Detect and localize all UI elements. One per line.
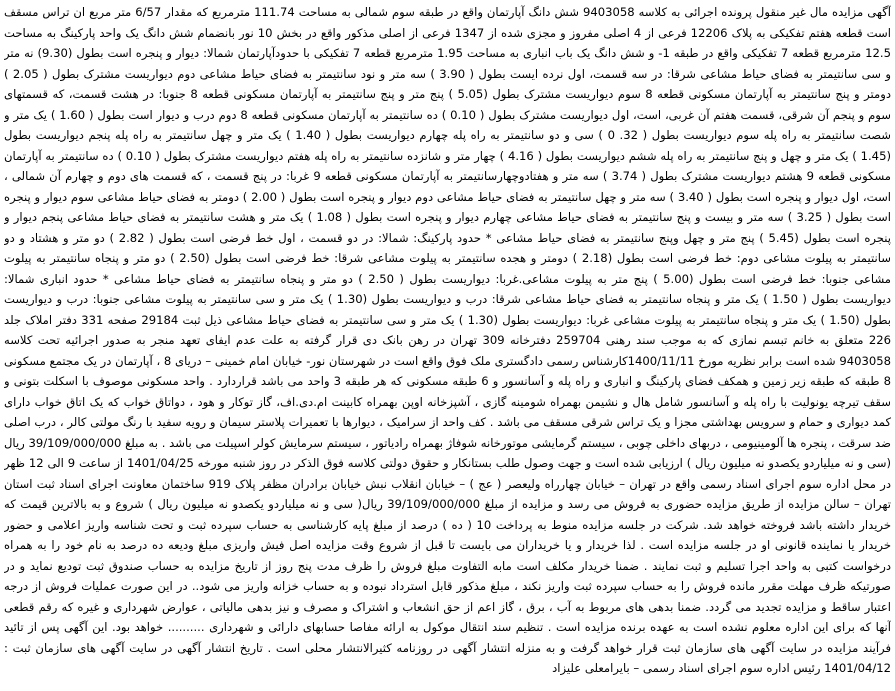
auction-notice-text: آگهی مزایده مال غیر منقول پرونده اجرائی به کلاسه 9403058 شش دانگ آپارتمان واقع در طبقه سوم شمالی به مساحت 111.74 مترمربع که مقدار 6/57 متر مربع ان تراس مسقف است قطعه هفتم تفکیکی به پلاک 12206 فرعی از 4 اصلی مفروز و مجزی شده از 1347 فرعی از اصلی مذکور واقع در بخش 10 نور بانضمام شش دانگ یک واحد پارکینگ به مساحت 12.5 مترمربع قطعه 7 تفکیکی واقع در طبقه 1- و شش دانگ یک باب انباری به مساحت 1.95 مترمربع قطعه 7 تفکیکی با حدودآپارتمان شمالا: دیوار و پنجره است بطول (9.30) نه متر و سی سانتیمتر به فضای حیاط مشاعی شرقا: در سه قسمت، اول نرده ایست بطول ( 3.90 ) سه متر و نود سانتیمتر به فضای حیاط مشاعی دوم دیواریست مشترک بطول ( 2.05 ) دومتر و پنج سانتیمتر به آپارتمان مسکونی قطعه 8 سوم دیواریست مشترک بطول (5.05 ) پنج متر و پنج سانتیمتر به آپارتمان مسکونی قطعه 8 جنوبا: در هشت قسمت، که قسمتهای سوم و پنجم آن شرقی، قسمت هفتم آن غربی، است، اول دیواریست مشترک بطول ( 0.10 ) ده سانتیمتر به آپارتمان مسکونی قطعه 8 دوم درب و دیوار است بطول ( 1.60 ) یک متر و شصت سانتیمتر به راه پله سوم دیواریست بطول ( 32. 0 ) سی و دو سانتیمتر به راه پله چهارم دیواریست بطول ( 1.40 ) یک متر و چهل سانتیمتر به راه پله پنجم دیواریست بطول (1.45 ) یک متر و چهل و پنج سانتیمتر به راه پله ششم دیواریست بطول ( 4.16 ) چهار متر و شانزده سانتیمتر به راه پله هفتم دیواریست مشترک بطول ( 0.10 ) ده سانتیمتر به آپارتمان مسکونی قطعه 9 هشتم دیواریست مشترک بطول ( 3.74 ) سه متر و هفتادوچهارسانتیمتر به آپارتمان مسکونی قطعه 9 غربا: در پنج قسمت ، که قسمت های دوم و چهارم آن شمالی ، است، اول دیوار و پنجره است بطول ( 3.40 ) سه متر و چهل سانتیمتر به فضای حیاط مشاعی دوم دیوار و پنجره است بطول ( 2.00 ) دومتر به فضای حیاط مشاعی سوم دیوار و پنجره است بطول ( 3.25 ) سه متر و بیست و پنج سانتیمتر به فضای حیاط مشاعی چهارم دیوار و پنجره است بطول ( 1.08 ) یک متر و هشت سانتیمتر به فضای حیاط مشاعی پنجم دیوار و پنجره است بطول (5.45 ) پنج متر و چهل وپنج سانتیمتر به فضای حیاط مشاعی * حدود پارکینگ: شمالا: در دو قسمت ، اول خط فرضی است بطول ( 2.82 ) دو متر و هشتاد و دو سانتیمتر به پیلوت مشاعی دوم: خط فرضی است بطول (2.18 ) دومتر و هجده سانتیمتر به پیلوت مشاعی شرقا: خط فرضی است بطول (2.50 ) دو متر و پنجاه سانتیمتر به پیلوت مشاعی جنوبا: خط فرضی است بطول (5.00 ) پنج متر به پیلوت مشاعی.غربا: دیواریست بطول ( 2.50 ) دو متر و پنجاه سانتیمتر به فضای حیاط مشاعی * حدود انباری شمالا: دیواریست بطول ( 1.50 ) یک متر و پنجاه سانتیمتر به فضای حیاط مشاعی شرقا: درب و دیواریست بطول (1.30 ) یک متر و سی سانتیمتر به پیلوت مشاعی جنوبا: درب و دیواریست بطول (1.50 ) یک متر و پنجاه سانتیمتر به پیلوت مشاعی غربا: دیواریست بطول (1.30 ) یک متر و سی سانتیمتر به فضای حیاط مشاعی ذیل ثبت 29184 صفحه 331 دفتر املاک جلد 226 متعلق به خانم تبسم نمازی که به موجب سند رهنی 259704 دفترخانه 309 تهران در رهن بانک دی قرار گرفته به علت عدم ایفای تعهد منجر به صدور اجرائیه تحت کلاسه 9403058 شده است برابر نظریه مورخ 1400/11/11کارشناس رسمی دادگستری ملک فوق واقع است در شهرستان نور- خیابان امام خمینی – دریای 8 ، آپارتمان در یک مجتمع مسکونی 8 طبقه که طبقه زیر زمین و همکف فضای پارکینگ و انباری و راه پله و آسانسور و 6 طبقه مسکونی که هر طبقه 3 واحد می باشد قراردارد . واحد مسکونی موصوف با اسکلت بتونی و سقف تیرچه یونولیت با راه پله و آسانسور شامل هال و نشیمن بهمراه شومینه گازی ، آشپزخانه اوپن بهمراه کابینت ام.دی.اف، گاز توکار و هود ، دواتاق خواب که یک اتاق خواب دارای کمد دیواری و حمام و سرویس بهداشتی مجزا و یک تراس شرقی مسقف می باشد . کف واحد از سرامیک ، دیوارها با تعمیرات پلاستر سیمان و رویه سفید با رنگ مولتی کالر ، درب اصلی ضد سرقت ، پنجره ها آلومینیومی ، دربهای داخلی چوبی ، سیستم گرمایشی موتورخانه شوفاژ بهمراه رادیاتور ، سیستم سرمایش کولر اسپیلت می باشد . به مبلغ 39/109/000/000 ریال (سی و نه میلیاردو یکصدو نه میلیون ریال ) ارزیابی شده است و جهت وصول طلب بستانکار و حقوق دولتی کلاسه فوق الذکر در روز شنبه مورخه 1401/04/25 از ساعت 9 الی 12 ظهر در محل اداره سوم اجرای اسناد رسمی واقع در تهران – خیابان چهارراه ولیعصر ( عج ) – خیابان انقلاب نبش خیابان برادران مظفر پلاک 919 ساختمان معاونت اجرای اسناد ثبت استان تهران – سالن مزایده از طریق مزایده حضوری به فروش می رسد و مزایده از مبلغ 39/109/000/000 ریال( سی و نه میلیاردو یکصدو نه میلیون ریال ) شروع و به بالاترین قیمت که خریدار داشته باشد فروخته خواهد شد. شرکت در جلسه مزایده منوط به پرداخت 10 ( ده ) درصد از مبلغ پایه کارشناسی به حساب سپرده ثبت و تحت شناسه واریز اعلامی و حضور خریدار یا نماینده قانونی او در جلسه مزایده است . لذا خریدار و یا خریداران می بایست تا قبل از شروع وقت مزایده اصل فیش واریزی مبلغ ودیعه ده درصد به نام خود را به همراه درخواست کتبی به واحد اجرا تسلیم و ثبت نمایند . ضمنا خریدار مکلف است مابه التفاوت مبلغ فروش را ظرف مدت پنج روز از تاریخ مزایده به حساب صندوق ثبت تودیع نماید و در صورتیکه ظرف مهلت مقرر مانده فروش را به حساب سپرده ثبت واریز نکند ، مبلغ مذکور قابل استرداد نبوده و به حساب خزانه واریز می شود.. در این صورت عملیات فروش از درجه اعتبار ساقط و مزایده تجدید می گردد. ضمنا بدهی های مربوط به آب ، برق ، گاز اعم از حق انشعاب و اشتراک و مصرف و نیز بدهی مالیاتی ، عوارض شهرداری و غیره که رقم قطعی آنها که برای این اداره معلوم نشده است به عهده برنده مزایده است . تنظیم سند انتقال موکول به ارائه مفاصا حسابهای دارائی و شهرداری .......... خواهد بود. این آگهی پس از تائید فرآیند مزایده در سایت آگهی های سازمان ثبت قرار خواهد گرفت و به منزله انتشار آگهی در روزنامه کثیرالانتشار محلی است . تاریخ انتشار آگهی در سایت آگهی های سازمان ثبت : 1401/04/12 رئیس اداره سوم اجرای اسناد رسمی – بایرامعلی علیزاد <box>4 5 891 675</box>
